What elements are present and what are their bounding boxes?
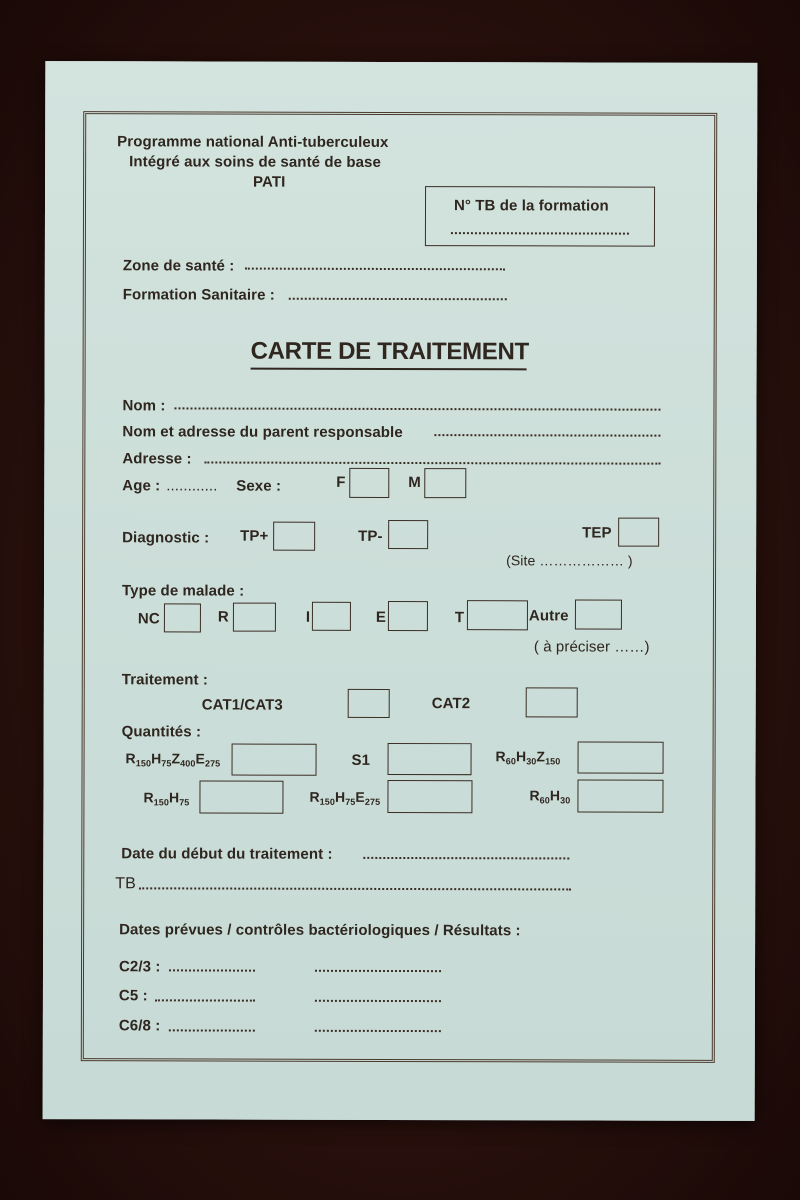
drug-s1-label: S1: [351, 751, 371, 769]
drug-rhze-quantity[interactable]: [232, 744, 317, 776]
control-c23-result[interactable]: [315, 970, 441, 972]
tp-plus-label: TP+: [240, 527, 269, 545]
zone-label: Zone de santé :: [122, 257, 235, 275]
type-r-checkbox[interactable]: [233, 603, 276, 632]
drug-rh30-quantity[interactable]: [577, 779, 663, 812]
drug-rh30-label: $R_{60}H_{30}$: [529, 787, 571, 806]
header-line-2: Intégré aux soins de santé de base: [129, 153, 381, 171]
type-autre-label: Autre: [528, 607, 569, 625]
control-c23-date[interactable]: [169, 969, 255, 971]
control-c23-label: C2/3 :: [118, 958, 161, 976]
drug-rhe-label: $R_{150}H_{75}E_{275}$: [309, 788, 381, 807]
type-autre-checkbox[interactable]: [575, 599, 622, 629]
card-title: CARTE DE TRAITEMENT: [250, 337, 529, 366]
sexe-label: Sexe :: [236, 477, 282, 495]
cat1-label: CAT1/CAT3: [201, 696, 283, 714]
tp-plus-checkbox[interactable]: [273, 522, 315, 551]
header-line-3: PATI: [253, 173, 286, 191]
tb-label: TB: [115, 875, 136, 893]
control-c68-label: C6/8 :: [118, 1017, 161, 1035]
drug-rhz-quantity[interactable]: [578, 741, 664, 773]
autre-preciser-field[interactable]: ( à préciser ……): [533, 638, 650, 656]
dates-prevues-label: Dates prévues / contrôles bactériologiques / Résultats :: [119, 921, 521, 940]
sexe-f-checkbox[interactable]: [349, 468, 389, 498]
traitement-label: Traitement :: [121, 671, 209, 689]
parent-label: Nom et adresse du parent responsable: [122, 423, 403, 442]
tb-number-box: [425, 186, 655, 247]
quantites-label: Quantités :: [121, 723, 202, 741]
type-malade-label: Type de malade :: [121, 582, 245, 600]
control-c5-result[interactable]: [315, 1000, 441, 1002]
tep-checkbox[interactable]: [618, 518, 659, 547]
age-label: Age :: [122, 477, 161, 495]
control-c68-result[interactable]: [315, 1030, 441, 1032]
type-r-label: R: [217, 608, 229, 626]
type-i-label: I: [305, 608, 311, 626]
type-i-checkbox[interactable]: [312, 602, 351, 631]
treatment-card: [43, 61, 758, 1121]
age-field[interactable]: ............: [166, 477, 218, 495]
control-c5-date[interactable]: [155, 999, 255, 1001]
drug-rh-quantity[interactable]: [199, 780, 283, 813]
type-t-label: T: [454, 609, 465, 627]
sexe-m-label: M: [408, 474, 421, 492]
tp-minus-label: TP-: [358, 527, 383, 545]
cat2-checkbox[interactable]: [526, 687, 578, 717]
sexe-m-checkbox[interactable]: [424, 468, 466, 498]
drug-rh-label: $R_{150}H_{75}$: [143, 789, 190, 808]
drug-rhz-label: $R_{60}H_{30}Z_{150}$: [495, 748, 561, 767]
cat1-checkbox[interactable]: [348, 689, 390, 718]
diagnostic-label: Diagnostic :: [122, 529, 210, 547]
type-t-checkbox[interactable]: [467, 600, 528, 630]
type-e-checkbox[interactable]: [388, 601, 428, 631]
type-nc-checkbox[interactable]: [164, 603, 201, 632]
date-debut-label: Date du début du traitement :: [121, 845, 333, 863]
drug-rhze-label: $R_{150}H_{75}Z_{400}E_{275}$: [125, 750, 221, 769]
formation-label: Formation Sanitaire :: [122, 286, 275, 304]
tep-label: TEP: [582, 524, 612, 542]
drug-rhe-quantity[interactable]: [387, 780, 472, 813]
type-nc-label: NC: [137, 610, 160, 628]
control-c5-label: C5 :: [118, 987, 148, 1005]
type-e-label: E: [375, 608, 387, 626]
drug-s1-quantity[interactable]: [388, 743, 472, 775]
adresse-label: Adresse :: [122, 450, 192, 468]
header-line-1: Programme national Anti-tuberculeux: [117, 133, 389, 151]
nom-label: Nom :: [122, 397, 166, 415]
control-c68-date[interactable]: [169, 1029, 255, 1031]
tp-minus-checkbox[interactable]: [388, 520, 428, 549]
site-field[interactable]: (Site ……………… ): [506, 552, 633, 569]
sexe-f-label: F: [336, 473, 346, 491]
tb-number-label: N° TB de la formation: [453, 197, 609, 215]
cat2-label: CAT2: [431, 695, 471, 713]
